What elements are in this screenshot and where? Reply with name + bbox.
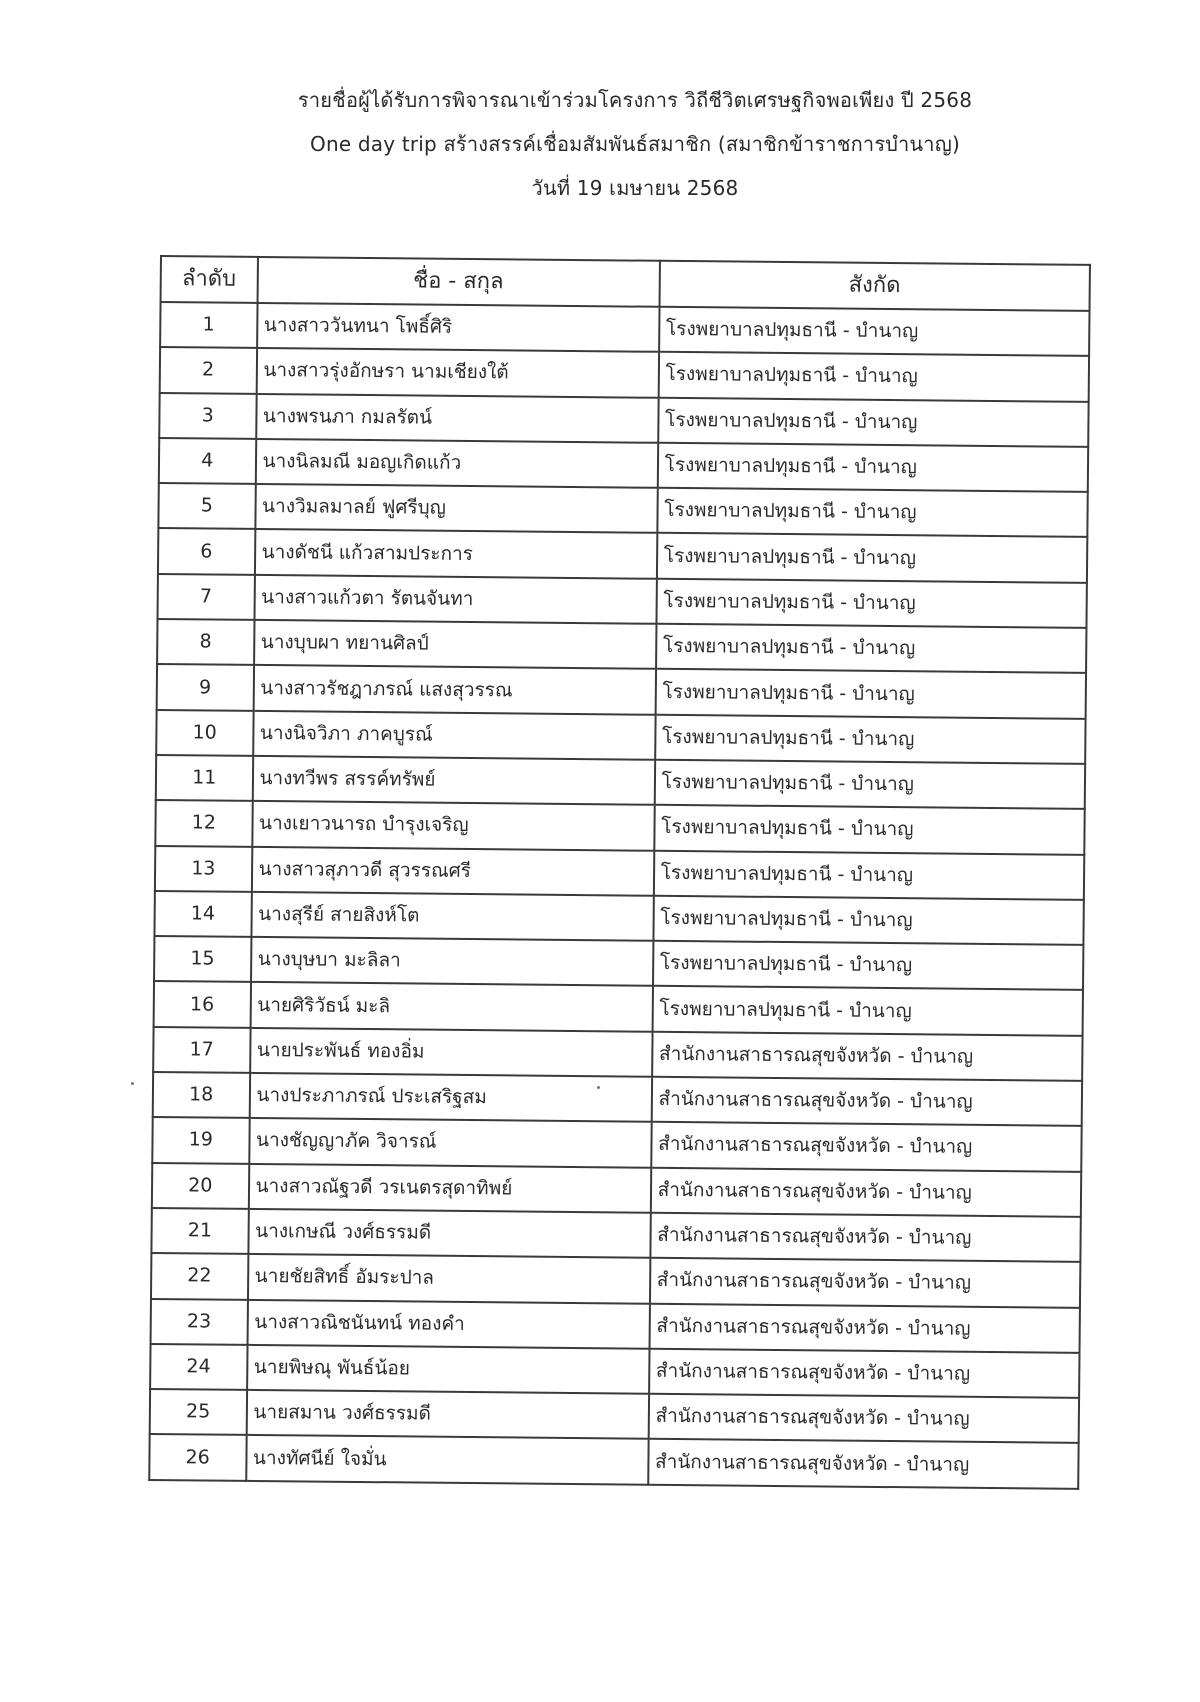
cell-no: 2	[160, 347, 257, 393]
cell-unit: สำนักงานสาธารณสุขจังหวัด - บำนาญ	[648, 1439, 1079, 1488]
scan-speck	[597, 1086, 600, 1089]
cell-no: 3	[159, 393, 256, 439]
cell-unit: โรงพยาบาลปทุมธานี - บำนาญ	[658, 397, 1089, 446]
cell-no: 15	[154, 936, 251, 982]
cell-no: 18	[153, 1072, 250, 1118]
header-name: ชื่อ - สกุล	[257, 257, 660, 307]
cell-unit: โรงพยาบาลปทุมธานี - บำนาญ	[657, 533, 1088, 582]
cell-unit: โรงพยาบาลปทุมธานี - บำนาญ	[654, 805, 1085, 854]
cell-no: 21	[151, 1208, 248, 1254]
cell-name: นางสาวสุภาวดี สุวรรณศรี	[251, 846, 654, 895]
cell-unit: โรงพยาบาลปทุมธานี - บำนาญ	[655, 669, 1086, 718]
cell-name: นางเกษณี วงศ์ธรรมดี	[248, 1209, 651, 1258]
cell-no: 11	[156, 755, 253, 801]
table-row	[149, 1434, 1078, 1488]
cell-no: 12	[155, 800, 252, 846]
cell-no: 17	[153, 1027, 250, 1073]
cell-unit: โรงพยาบาลปทุมธานี - บำนาญ	[658, 352, 1089, 401]
cell-unit: โรงพยาบาลปทุมธานี - บำนาญ	[654, 850, 1085, 899]
title-line-2: One day trip สร้างสรรค์เชื่อมสัมพันธ์สมาชิก (สมาชิกข้าราชการบำนาญ)	[310, 132, 960, 156]
cell-no: 14	[154, 891, 251, 937]
cell-unit: สำนักงานสาธารณสุขจังหวัด - บำนาญ	[648, 1394, 1079, 1443]
cell-no: 7	[158, 574, 255, 620]
cell-no: 6	[158, 528, 255, 574]
cell-name: นางดัชนี แก้วสามประการ	[254, 529, 657, 578]
cell-name: นางทัศนีย์ ใจมั่น	[246, 1435, 649, 1484]
cell-name: นางเยาวนารถ บำรุงเจริญ	[252, 801, 655, 850]
cell-unit: สำนักงานสาธารณสุขจังหวัด - บำนาญ	[651, 1077, 1082, 1126]
cell-no: 24	[150, 1344, 247, 1390]
cell-name: นางสาวรุ่งอักษรา นามเชียงใต้	[256, 348, 659, 397]
cell-name: นางสาวแก้วตา รัตนจันทา	[254, 575, 657, 624]
cell-unit: โรงพยาบาลปทุมธานี - บำนาญ	[656, 579, 1087, 628]
header-no: ลำดับ	[161, 256, 258, 303]
cell-name: นางสาวณัฐวดี วรเนตรสุดาทิพย์	[248, 1164, 651, 1213]
scan-speck	[131, 1082, 134, 1085]
cell-name: นางสุรีย์ สายสิงห์โต	[251, 892, 654, 941]
cell-name: นางชัญญาภัค วิจารณ์	[249, 1118, 652, 1167]
cell-unit: สำนักงานสาธารณสุขจังหวัด - บำนาญ	[649, 1303, 1080, 1352]
cell-unit: โรงพยาบาลปทุมธานี - บำนาญ	[659, 307, 1090, 356]
title-line-1: รายชื่อผู้ได้รับการพิจารณาเข้าร่วมโครงการ วิถีชีวิตเศรษฐกิจพอเพียง ปี 2568	[297, 88, 973, 112]
cell-name: นายประพันธ์ ทองอิ่ม	[250, 1028, 653, 1077]
cell-name: นางพรนภา กมลรัตน์	[256, 394, 659, 443]
cell-unit: โรงพยาบาลปทุมธานี - บำนาญ	[653, 941, 1084, 990]
cell-name: นางสาววันทนา โพธิ์ศิริ	[257, 303, 660, 352]
cell-no: 1	[160, 302, 257, 348]
cell-no: 23	[151, 1298, 248, 1344]
table-body	[149, 302, 1089, 1489]
cell-unit: สำนักงานสาธารณสุขจังหวัด - บำนาญ	[651, 1122, 1082, 1171]
cell-unit: สำนักงานสาธารณสุขจังหวัด - บำนาญ	[651, 1167, 1082, 1216]
title-line-3: วันที่ 19 เมษายน 2568	[531, 176, 739, 200]
cell-unit: โรงพยาบาลปทุมธานี - บำนาญ	[655, 714, 1086, 763]
cell-unit: สำนักงานสาธารณสุขจังหวัด - บำนาญ	[649, 1349, 1080, 1398]
cell-name: นายพิษณุ พันธ์น้อย	[247, 1345, 650, 1394]
cell-name: นางบุบผา ทยานศิลป์	[254, 620, 657, 669]
cell-unit: โรงพยาบาลปทุมธานี - บำนาญ	[657, 443, 1088, 492]
header-unit: สังกัด	[659, 261, 1090, 311]
cell-name: นางนิจวิภา ภาคบูรณ์	[253, 711, 656, 760]
cell-no: 25	[150, 1389, 247, 1435]
cell-name: นางนิลมณี มอญเกิดแก้ว	[255, 439, 658, 488]
cell-unit: สำนักงานสาธารณสุขจังหวัด - บำนาญ	[650, 1213, 1081, 1262]
cell-unit: โรงพยาบาลปทุมธานี - บำนาญ	[652, 986, 1083, 1035]
cell-no: 9	[157, 664, 254, 710]
document-header	[0, 78, 1200, 210]
cell-name: นายสมาน วงศ์ธรรมดี	[246, 1390, 649, 1439]
cell-unit: โรงพยาบาลปทุมธานี - บำนาญ	[657, 488, 1088, 537]
cell-no: 26	[149, 1434, 246, 1480]
cell-no: 20	[152, 1163, 249, 1209]
cell-name: นางวิมลมาลย์ ฟูศรีบุญ	[255, 484, 658, 533]
cell-name: นางประภาภรณ์ ประเสริฐสม	[249, 1073, 652, 1122]
cell-unit: สำนักงานสาธารณสุขจังหวัด - บำนาญ	[650, 1258, 1081, 1307]
cell-unit: โรงพยาบาลปทุมธานี - บำนาญ	[653, 896, 1084, 945]
cell-no: 8	[157, 619, 254, 665]
participant-table	[148, 255, 1091, 1490]
cell-no: 5	[158, 483, 255, 529]
cell-name: นางสาวรัชฎาภรณ์ แสงสุวรรณ	[253, 665, 656, 714]
cell-no: 10	[156, 710, 253, 756]
cell-unit: โรงพยาบาลปทุมธานี - บำนาญ	[654, 760, 1085, 809]
cell-name: นายชัยสิทธิ์ อัมระปาล	[247, 1254, 650, 1303]
cell-unit: โรงพยาบาลปทุมธานี - บำนาญ	[656, 624, 1087, 673]
cell-name: นางสาวณิชนันทน์ ทองคำ	[247, 1299, 650, 1348]
cell-no: 13	[155, 846, 252, 892]
cell-name: นางทวีพร สรรค์ทรัพย์	[252, 756, 655, 805]
cell-no: 4	[159, 438, 256, 484]
cell-no: 16	[154, 981, 251, 1027]
cell-no: 19	[152, 1117, 249, 1163]
cell-name: นางบุษบา มะลิลา	[251, 937, 654, 986]
cell-name: นายศิริวัธน์ มะลิ	[250, 982, 653, 1031]
cell-unit: สำนักงานสาธารณสุขจังหวัด - บำนาญ	[652, 1032, 1083, 1081]
cell-no: 22	[151, 1253, 248, 1299]
